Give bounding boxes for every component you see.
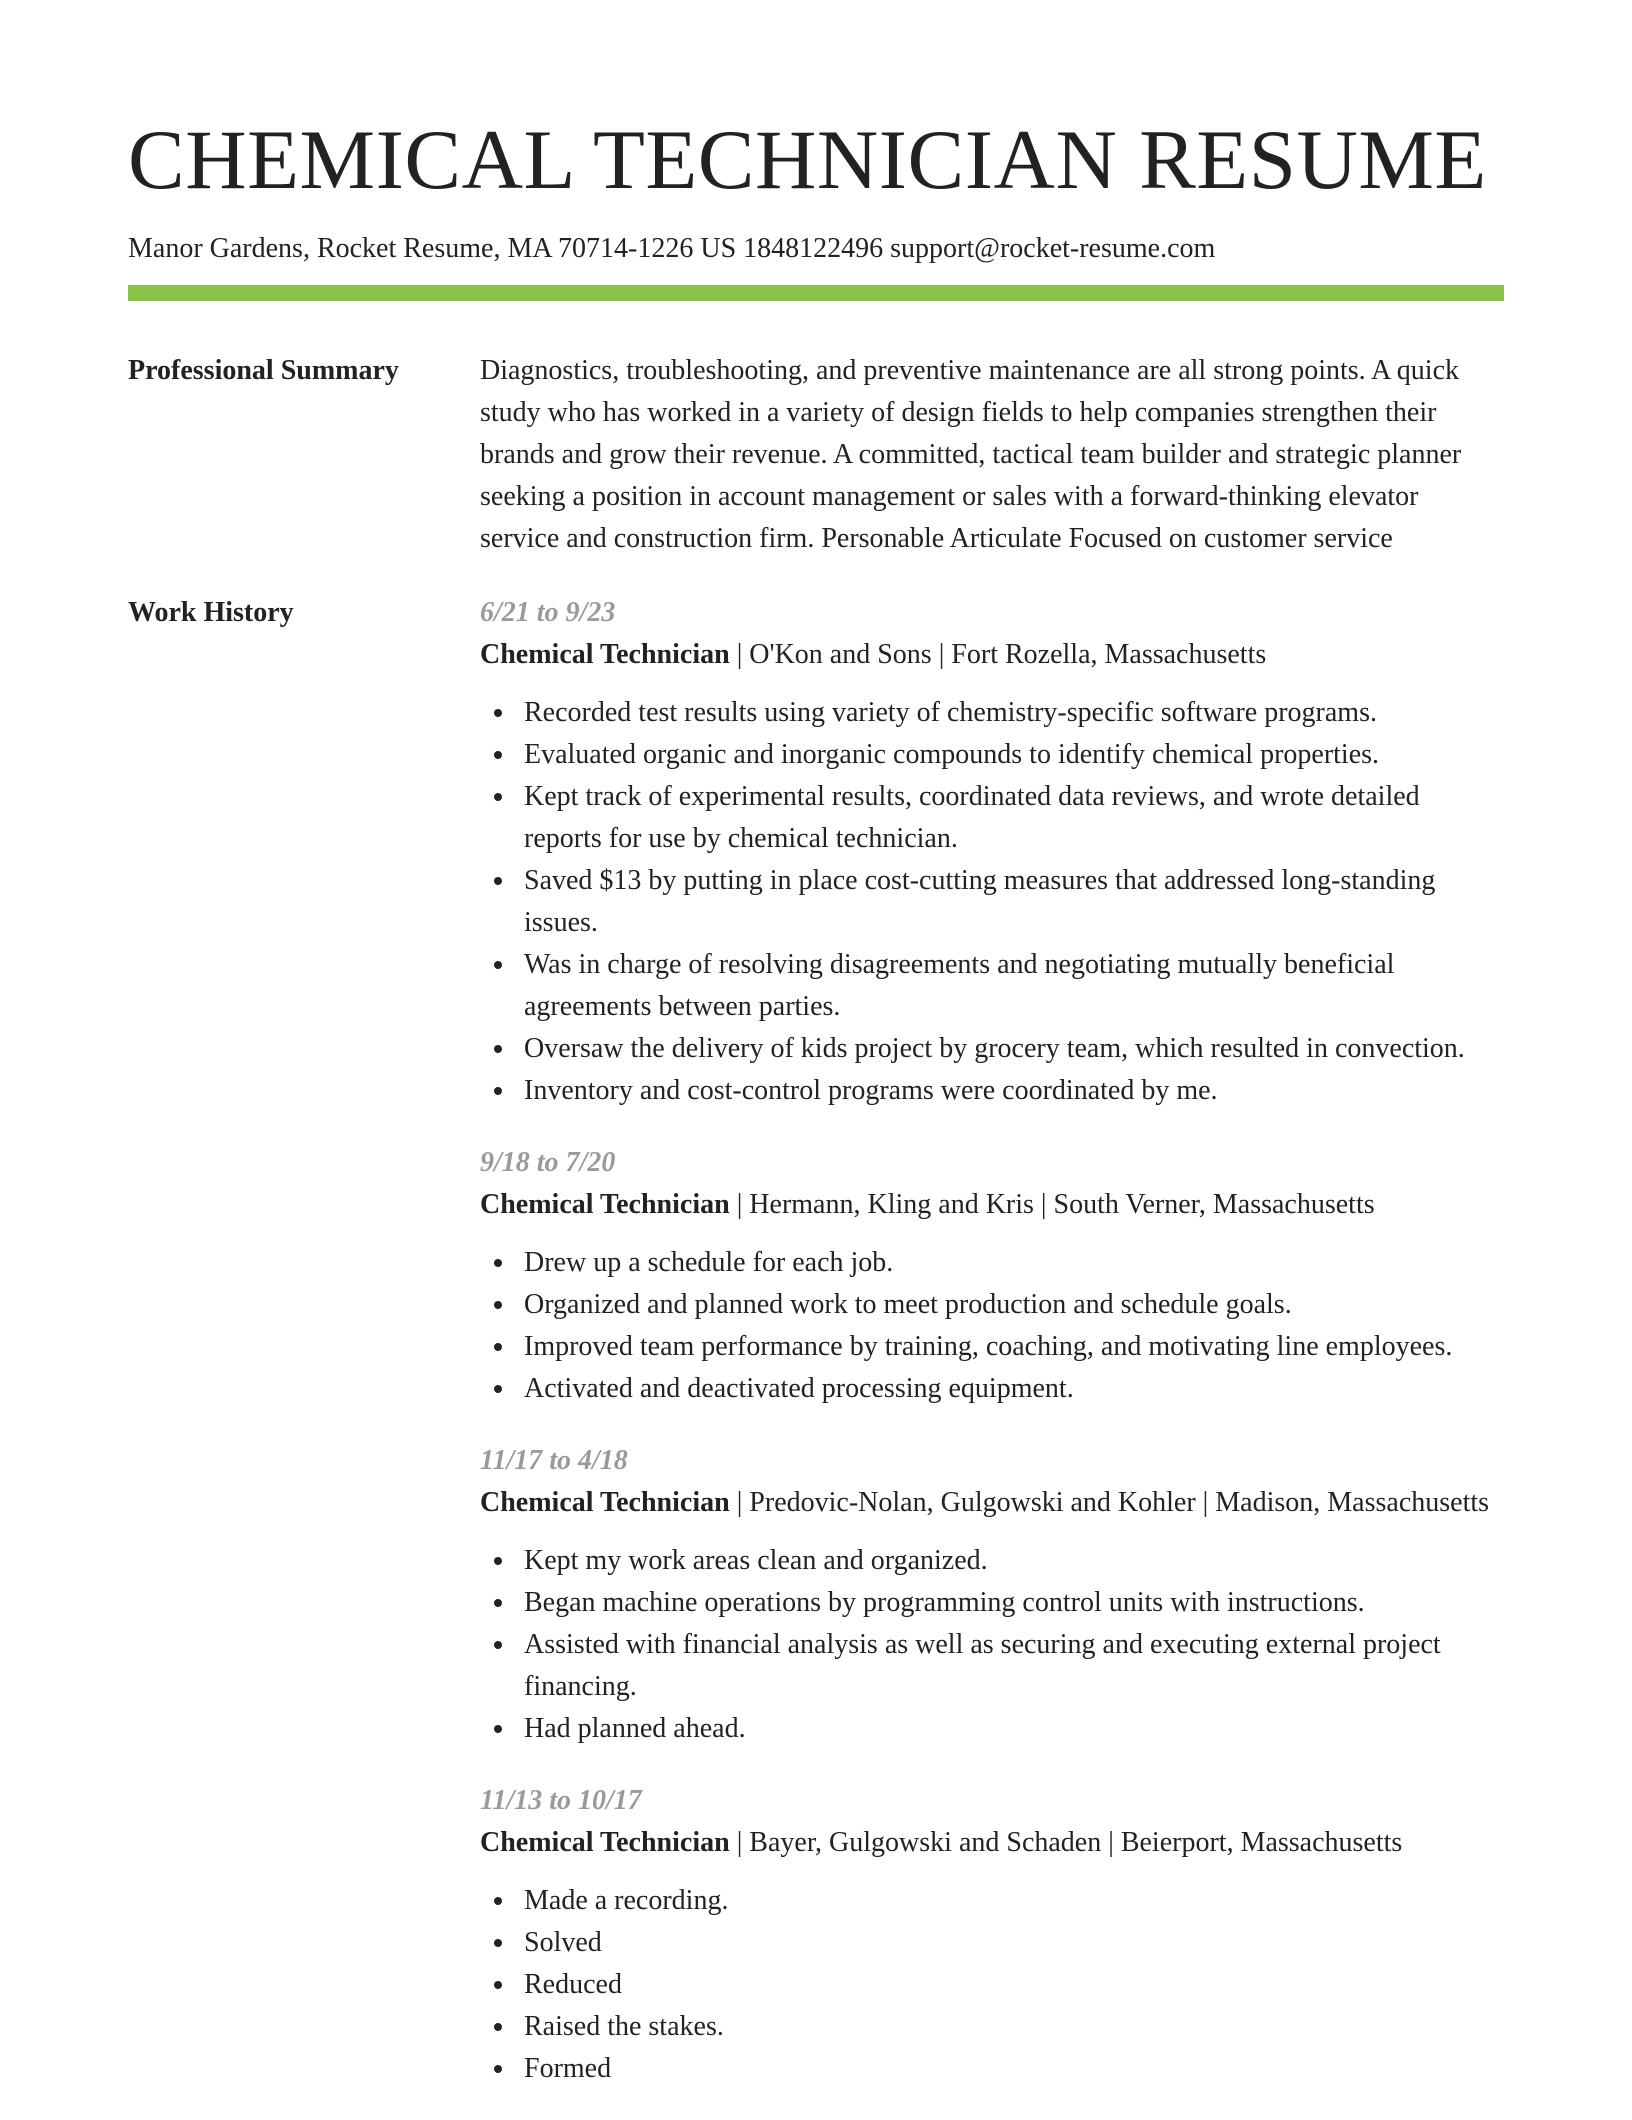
job-bullet: Had planned ahead. (480, 1708, 1504, 1750)
accent-divider (128, 285, 1504, 301)
job-entry (480, 1780, 1504, 2090)
job-bullet: Organized and planned work to meet production and schedule goals. (480, 1284, 1504, 1326)
job-bullet: Inventory and cost-control programs were coordinated by me. (480, 1070, 1504, 1112)
job-bullet: Was in charge of resolving disagreements and negotiating mutually beneficial agreements between parties. (480, 944, 1504, 1028)
job-heading (480, 1482, 1504, 1524)
job-heading (480, 634, 1504, 676)
job-bullet-list (480, 692, 1504, 1112)
job-title: Chemical Technician (480, 1487, 730, 1518)
job-title: Chemical Technician (480, 1827, 730, 1858)
job-employer-location: | Hermann, Kling and Kris | South Verner, Massachusetts (729, 1189, 1375, 1220)
job-title: Chemical Technician (480, 639, 730, 670)
job-bullet: Activated and deactivated processing equipment. (480, 1368, 1504, 1410)
job-bullet-list (480, 1540, 1504, 1750)
job-bullet: Kept track of experimental results, coordinated data reviews, and wrote detailed reports for use by chemical technician. (480, 776, 1504, 860)
job-bullet: Made a recording. (480, 1880, 1504, 1922)
job-bullet: Oversaw the delivery of kids project by grocery team, which resulted in convection. (480, 1028, 1504, 1070)
job-heading (480, 1184, 1504, 1226)
job-heading (480, 1822, 1504, 1864)
job-bullet: Began machine operations by programming control units with instructions. (480, 1582, 1504, 1624)
job-dates: 6/21 to 9/23 (480, 597, 616, 628)
job-bullet: Recorded test results using variety of chemistry-specific software programs. (480, 692, 1504, 734)
job-dates: 11/17 to 4/18 (480, 1445, 628, 1476)
job-bullet: Kept my work areas clean and organized. (480, 1540, 1504, 1582)
job-bullet-list (480, 1880, 1504, 2090)
job-entry (480, 1440, 1504, 1750)
job-bullet-list (480, 1242, 1504, 1410)
job-entry (480, 592, 1504, 1112)
job-employer-location: | O'Kon and Sons | Fort Rozella, Massachusetts (729, 639, 1267, 670)
job-employer-location: | Bayer, Gulgowski and Schaden | Beierport, Massachusetts (729, 1827, 1403, 1858)
summary-body (480, 350, 1504, 560)
job-bullet: Drew up a schedule for each job. (480, 1242, 1504, 1284)
job-dates: 9/18 to 7/20 (480, 1147, 616, 1178)
job-employer-location: | Predovic-Nolan, Gulgowski and Kohler | Madison, Massachusetts (729, 1487, 1490, 1518)
job-dates: 11/13 to 10/17 (480, 1785, 642, 1816)
work-history-heading: Work History (128, 597, 294, 628)
work-history-body (480, 592, 1504, 2120)
summary-text: Diagnostics, troubleshooting, and preventive maintenance are all strong points. A quick study who has worked in a variety of design fields to help companies strengthen their brands and grow their revenue. A committed, tactical team builder and strategic planner seeking a position in account management or sales with a forward-thinking elevator service and construction firm. Personable Articulate Focused on customer service (480, 355, 1462, 554)
job-bullet: Saved $13 by putting in place cost-cutting measures that addressed long-standing issues. (480, 860, 1504, 944)
job-bullet: Evaluated organic and inorganic compounds to identify chemical properties. (480, 734, 1504, 776)
job-bullet: Improved team performance by training, coaching, and motivating line employees. (480, 1326, 1504, 1368)
job-bullet: Assisted with financial analysis as well as securing and executing external project financing. (480, 1624, 1504, 1708)
job-bullet: Solved (480, 1922, 1504, 1964)
job-bullet: Raised the stakes. (480, 2006, 1504, 2048)
resume-title: CHEMICAL TECHNICIAN RESUME (128, 113, 1487, 207)
summary-heading: Professional Summary (128, 355, 399, 386)
job-title: Chemical Technician (480, 1189, 730, 1220)
job-bullet: Reduced (480, 1964, 1504, 2006)
contact-line: Manor Gardens, Rocket Resume, MA 70714-1226 US 1848122496 support@rocket-resume.com (128, 233, 1216, 264)
job-entry (480, 1142, 1504, 1410)
job-bullet: Formed (480, 2048, 1504, 2090)
